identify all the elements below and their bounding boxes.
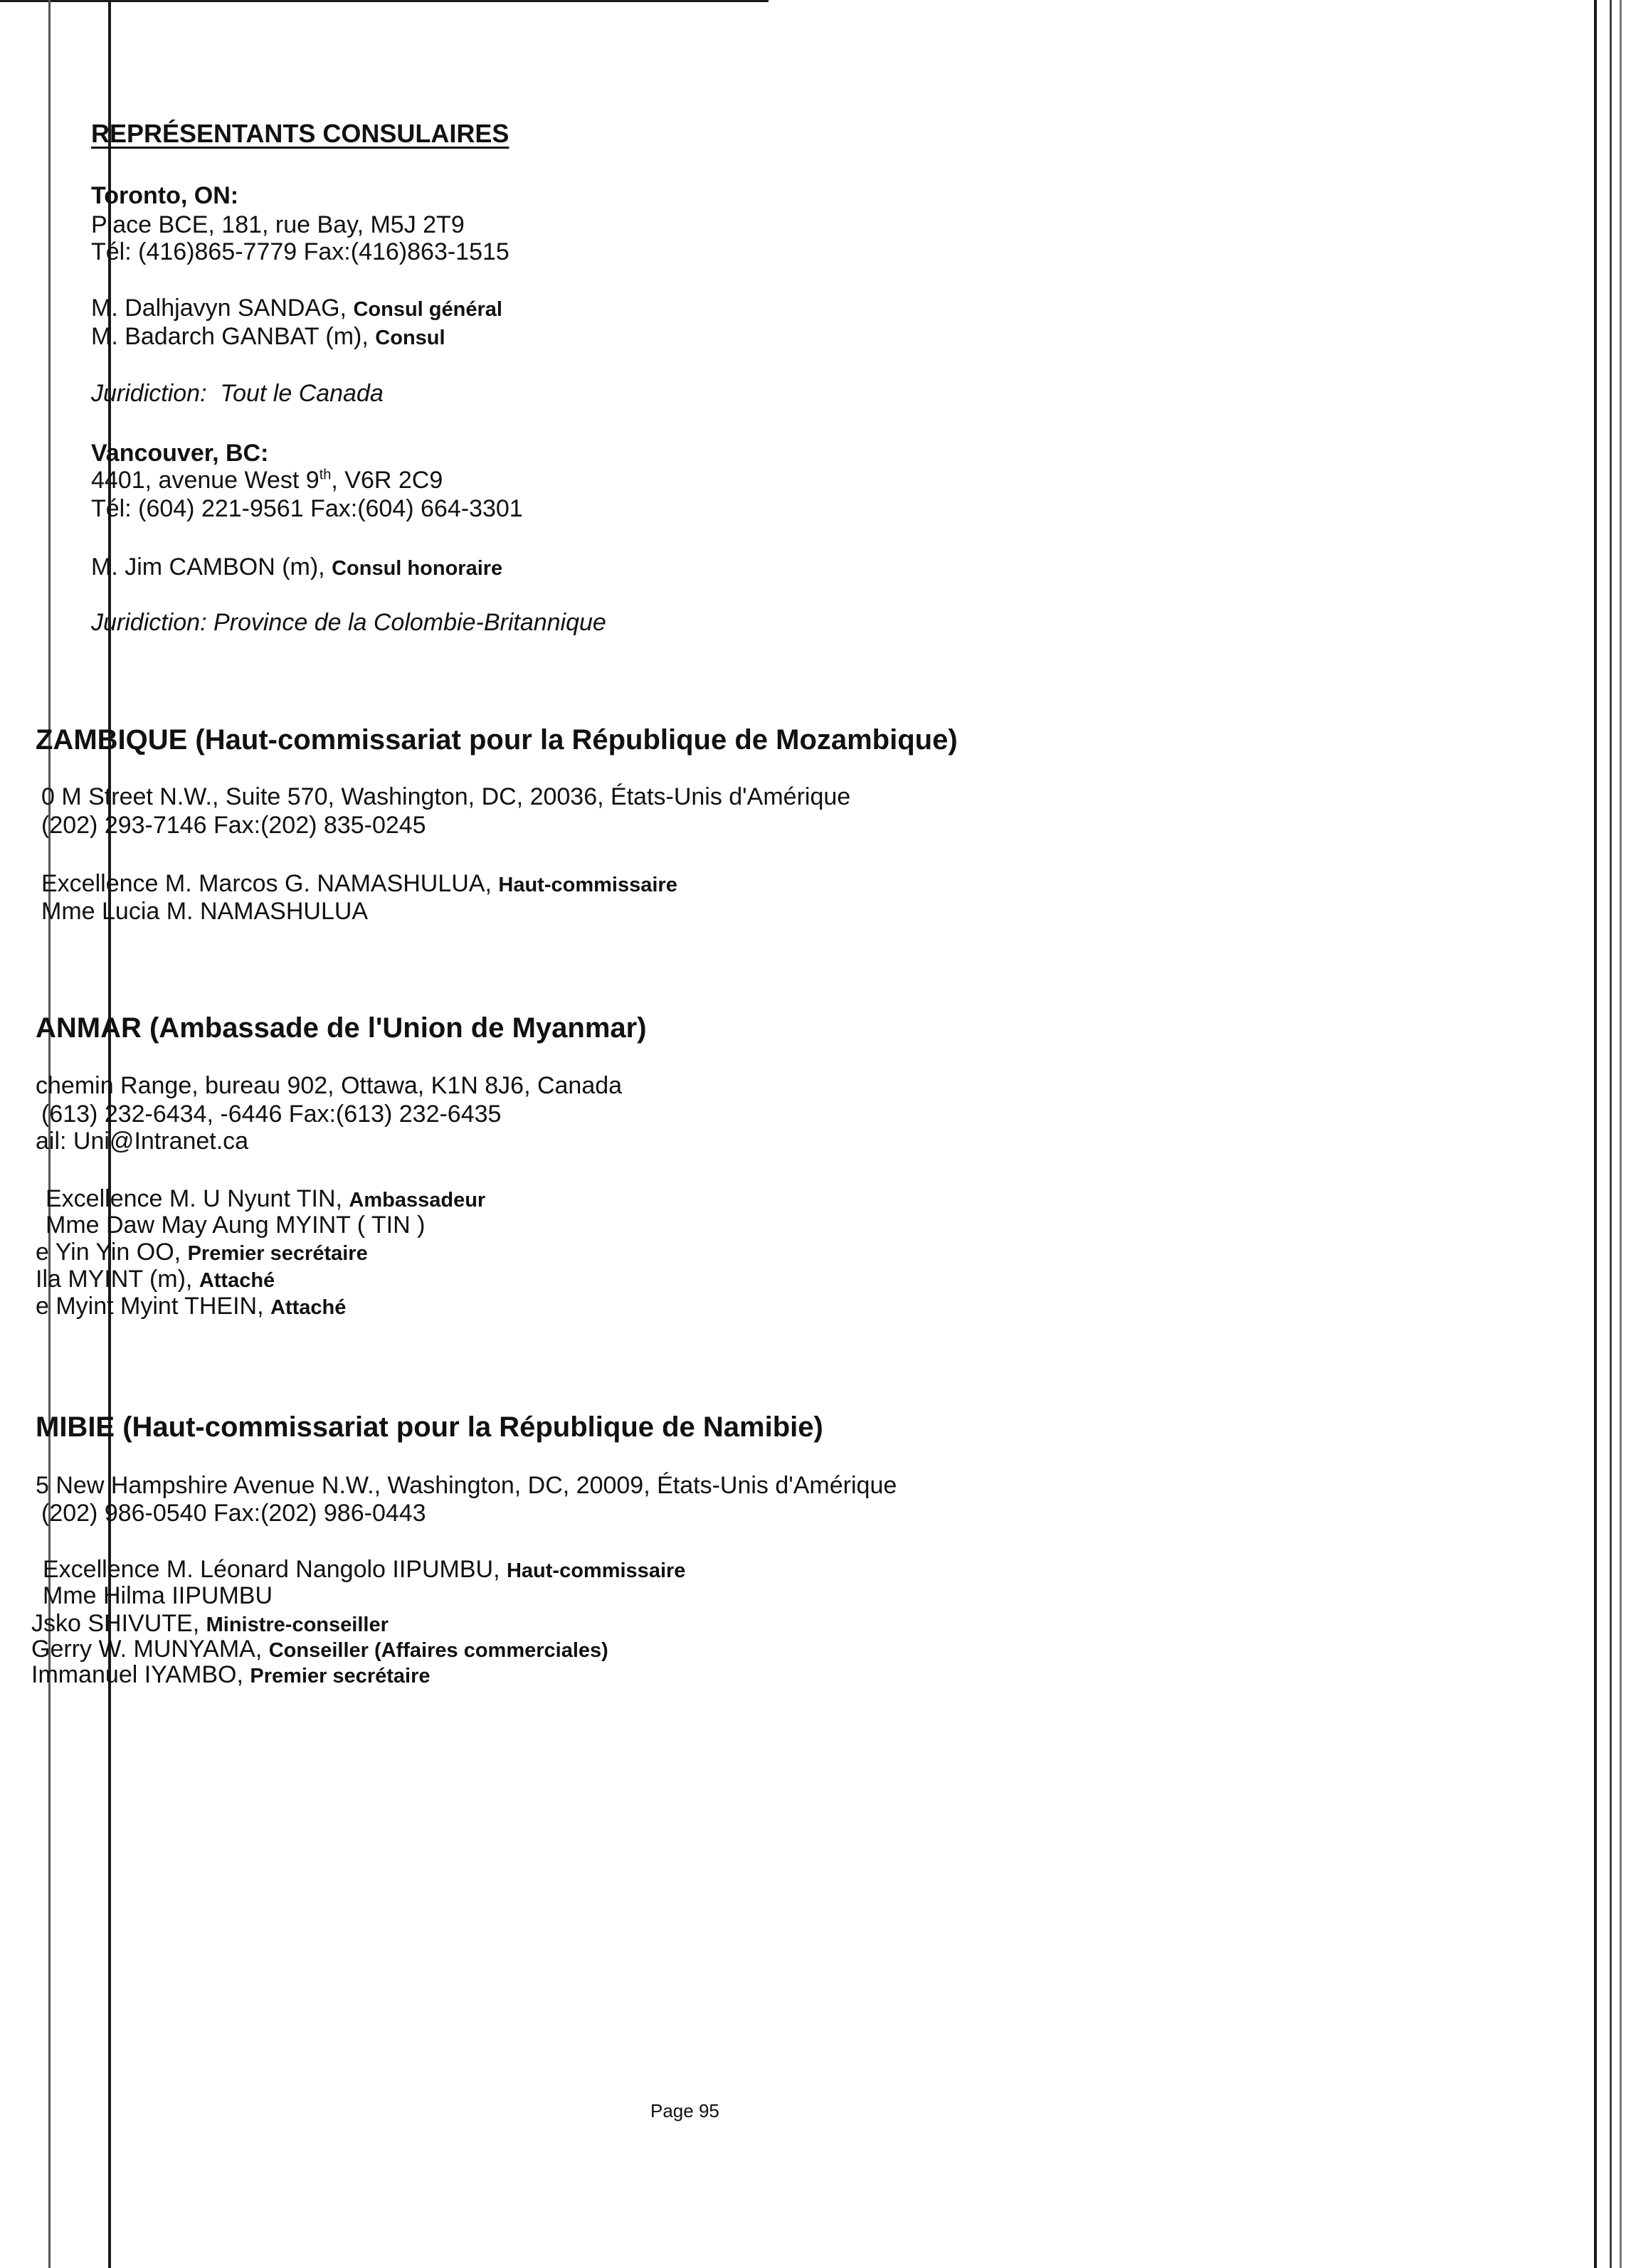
scan-right-edge-line-3 [1620, 0, 1622, 2268]
jurisdiction-value: Province de la Colombie-Britannique [213, 609, 606, 636]
person-role: Conseiller (Affaires commerciales) [268, 1639, 608, 1662]
scan-right-edge-line-2 [1610, 0, 1612, 2268]
person-name: Mme Hilma IIPUMBU [43, 1582, 273, 1609]
address-part: , V6R 2C9 [331, 467, 443, 494]
myanmar-person-4 [36, 1265, 275, 1295]
myanmar-phone: (613) 232-6434, -6446 Fax:(613) 232-6435 [41, 1101, 502, 1128]
ordinal-suffix: th [319, 467, 332, 483]
person-role: Consul honoraire [332, 557, 503, 580]
myanmar-person-3 [36, 1238, 368, 1268]
jurisdiction-value: Tout le Canada [220, 380, 384, 407]
vancouver-phone: Tél: (604) 221-9561 Fax:(604) 664-3301 [91, 495, 523, 522]
person-name: Jsko SHIVUTE, [31, 1610, 200, 1637]
toronto-person-1 [91, 294, 502, 324]
vancouver-person-1 [91, 553, 502, 583]
namibia-person-1 [43, 1555, 685, 1585]
person-role: Attaché [199, 1269, 275, 1292]
toronto-jurisdiction [91, 379, 384, 408]
mozambique-person-1 [41, 869, 677, 899]
person-name: e Myint Myint THEIN, [36, 1293, 264, 1320]
vancouver-city: Vancouver, BC: [91, 440, 269, 467]
scan-right-edge-line-1 [1594, 0, 1597, 2268]
namibia-address: 5 New Hampshire Avenue N.W., Washington, DC, 20009, États-Unis d'Amérique [36, 1472, 897, 1499]
toronto-city: Toronto, ON: [91, 182, 239, 209]
person-name: Excellence M. Marcos G. NAMASHULUA, [41, 870, 492, 897]
jurisdiction-label: Juridiction: [91, 380, 207, 407]
person-name: Excellence M. Léonard Nangolo IIPUMBU, [43, 1556, 500, 1583]
person-role: Consul général [353, 298, 502, 321]
person-role: Premier secrétaire [250, 1665, 431, 1687]
myanmar-address: chemin Range, bureau 902, Ottawa, K1N 8J6, Canada [36, 1072, 623, 1099]
person-name: M. Jim CAMBON (m), [91, 553, 325, 581]
myanmar-person-2 [46, 1211, 425, 1239]
mozambique-address: 0 M Street N.W., Suite 570, Washington, DC, 20036, États-Unis d'Amérique [41, 783, 851, 810]
namibia-phone: (202) 986-0540 Fax:(202) 986-0443 [41, 1500, 426, 1527]
mozambique-heading: ZAMBIQUE (Haut-commissariat pour la République de Mozambique) [36, 724, 958, 756]
person-name: Gerry W. MUNYAMA, [31, 1636, 263, 1663]
namibia-person-5 [31, 1660, 431, 1690]
mozambique-person-2 [41, 897, 368, 926]
address-part: 4401, avenue West 9 [91, 467, 320, 494]
jurisdiction-label: Juridiction: [91, 609, 207, 636]
person-name: Mme Daw May Aung MYINT ( TIN ) [46, 1212, 426, 1239]
page-number: Page 95 [650, 2100, 719, 2121]
scan-top-rule [0, 0, 769, 2]
person-name: e Yin Yin OO, [36, 1239, 181, 1266]
person-name: M. Badarch GANBAT (m), [91, 323, 369, 350]
person-name: M. Dalhjavyn SANDAG, [91, 295, 347, 322]
toronto-phone: Tél: (416)865-7779 Fax:(416)863-1515 [91, 238, 510, 265]
myanmar-heading: ANMAR (Ambassade de l'Union de Myanmar) [36, 1012, 647, 1044]
person-name: Excellence M. U Nyunt TIN, [46, 1185, 342, 1212]
vancouver-address [91, 466, 443, 494]
page-title: REPRÉSENTANTS CONSULAIRES [91, 119, 510, 148]
myanmar-person-5 [36, 1292, 346, 1322]
person-role: Attaché [270, 1296, 347, 1319]
person-role: Consul [375, 327, 445, 349]
myanmar-person-1 [46, 1185, 485, 1214]
myanmar-email: ail: Uni@Intranet.ca [36, 1128, 249, 1155]
namibia-heading: MIBIE (Haut-commissariat pour la République de Namibie) [36, 1411, 823, 1443]
toronto-person-2 [91, 322, 445, 352]
person-role: Haut-commissaire [498, 874, 677, 896]
person-name: Immanuel IYAMBO, [31, 1661, 243, 1688]
person-role: Ambassadeur [349, 1189, 486, 1212]
mozambique-phone: (202) 293-7146 Fax:(202) 835-0245 [41, 812, 426, 839]
person-name: Ila MYINT (m), [36, 1266, 193, 1293]
person-role: Haut-commissaire [506, 1559, 686, 1582]
person-role: Premier secrétaire [187, 1242, 368, 1265]
toronto-address: Place BCE, 181, rue Bay, M5J 2T9 [91, 211, 465, 238]
person-role: Ministre-conseiller [206, 1613, 389, 1636]
person-name: Mme Lucia M. NAMASHULUA [41, 898, 369, 925]
namibia-person-2 [43, 1581, 273, 1610]
vancouver-jurisdiction [91, 608, 606, 637]
